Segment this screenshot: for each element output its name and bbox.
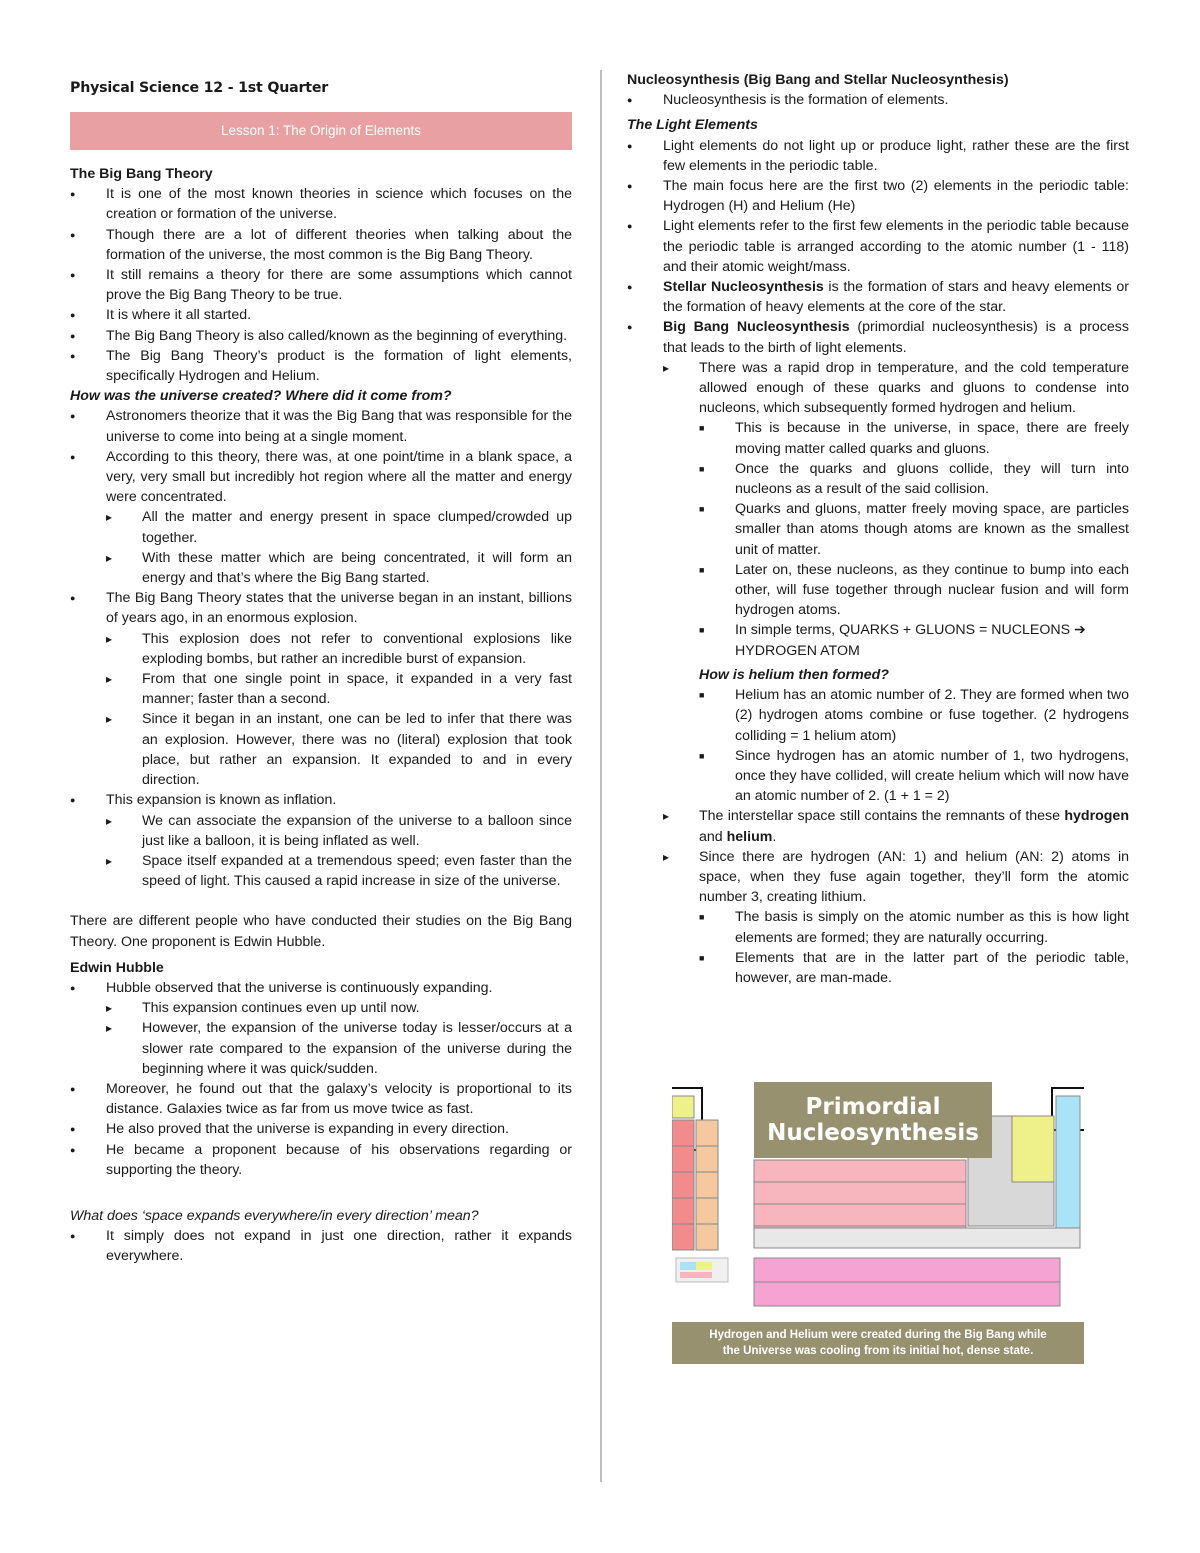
list-item: ● The Big Bang Theory is also called/known as the beginning of everything. — [70, 326, 572, 346]
primordial-nucleosynthesis-figure — [672, 1082, 1084, 1364]
remnant-text: The interstellar space still contains the remnants of these — [699, 808, 1065, 825]
term-hydrogen: hydrogen — [1064, 808, 1129, 825]
legend-graphic — [676, 1258, 728, 1282]
list-item: ▸ Since there are hydrogen (AN: 1) and helium (AN: 2) atoms in space, when they fuse again together, they’ll form the atomic number 3, creating lithium. — [663, 847, 1129, 908]
list-item: ● It simply does not expand in just one direction, rather it expands everywhere. — [70, 1226, 572, 1266]
list-item: ▸ There was a rapid drop in temperature, and the cold temperature allowed enough of these quarks and gluons to condense into nucleons, which subsequently formed hydrogen and helium. — [663, 358, 1129, 419]
figure-title-line1: Primordial — [805, 1094, 941, 1120]
list-item: ● It is one of the most known theories in science which focuses on the creation or formation of the universe. — [70, 184, 572, 224]
paragraph-proponents: There are different people who have conducted their studies on the Big Bang Theory. One proponent is Edwin Hubble. — [70, 913, 572, 950]
created-4-sublist — [106, 811, 572, 892]
column-divider — [600, 70, 602, 1482]
hubble-sublist — [106, 998, 572, 1079]
lanthanides-actinides — [754, 1258, 1060, 1306]
question-space-expands: What does ‘space expands everywhere/in every direction’ mean? — [70, 1207, 479, 1224]
list-item: ■ Elements that are in the latter part of the periodic table, however, are man-made. — [699, 948, 1129, 988]
alkaline-earth-column — [696, 1120, 718, 1250]
list-item: ▸ However, the expansion of the universe today is lesser/occurs at a slower rate compared to the expansion of the universe during the beginning where it was quick/sudden. — [106, 1018, 572, 1079]
heading-nucleosynthesis: Nucleosynthesis (Big Bang and Stellar Nucleosynthesis) — [627, 72, 1009, 88]
lesson-banner: Lesson 1: The Origin of Elements — [70, 112, 572, 150]
created-list-cont — [70, 588, 572, 628]
list-item: ■ Once the quarks and gluons collide, they will turn into nucleons as a result of the said collision. — [699, 459, 1129, 499]
heading-edwin-hubble: Edwin Hubble — [70, 959, 164, 976]
term-stellar: Stellar Nucleosynthesis — [663, 279, 824, 296]
heading-light-elements: The Light Elements — [627, 117, 758, 134]
left-column — [70, 112, 572, 1267]
hubble-list — [70, 978, 572, 998]
list-item: ● The Big Bang Theory’s product is the formation of light elements, specifically Hydrogen and Helium. — [70, 346, 572, 386]
hydrogen-cell — [672, 1096, 694, 1118]
definition-stellar: is the formation of stars and heavy elements or the formation of heavy elements at the core of the star. — [663, 279, 1129, 316]
lithium-sublist — [699, 907, 1129, 988]
created-list — [70, 406, 572, 507]
remnant-and: and — [699, 828, 727, 845]
created-3-sublist — [106, 629, 572, 791]
list-item: ● It is where it all started. — [70, 305, 572, 325]
list-item: ● Moreover, he found out that the galaxy’s velocity is proportional to its distance. Galaxies twice as far from us move twice as fast. — [70, 1079, 572, 1119]
list-item: ● Light elements refer to the first few elements in the periodic table because the periodic table is arranged according to the atomic number (1 - 118) and their atomic weight/mass. — [627, 216, 1129, 277]
caption-line2: the Universe was cooling from its initial hot, dense state. — [722, 1345, 1034, 1357]
list-item: ● He also proved that the universe is expanding in every direction. — [70, 1119, 572, 1139]
remnant-sublist — [663, 806, 1129, 907]
list-item: ▸ Space itself expanded at a tremendous speed; even faster than the speed of light. This caused a rapid increase in size of the universe. — [106, 851, 572, 891]
remnant-end: . — [772, 828, 777, 845]
list-item: ● Astronomers theorize that it was the Big Bang that was responsible for the universe to come into being at a single moment. — [70, 406, 572, 446]
list-item: ■ In simple terms, QUARKS + GLUONS = NUCLEONS ➔ HYDROGEN ATOM — [699, 620, 1129, 660]
figure-title — [754, 1082, 992, 1158]
bbn-subsublist — [699, 418, 1129, 660]
hubble-list-cont — [70, 1079, 572, 1180]
list-item: ▸ We can associate the expansion of the universe to a balloon since just like a balloon, it is being inflated as well. — [106, 811, 572, 851]
list-item: ▸ This explosion does not refer to conventional explosions like exploding bombs, but rather an incredible burst of expansion. — [106, 629, 572, 669]
alkali-metals-column — [672, 1120, 694, 1250]
definition-bbn: (primordial nucleosynthesis) is a process that leads to the birth of light elements. — [663, 319, 1129, 356]
list-item: ▸ From that one single point in space, it expanded in a very fast manner; faster than a second. — [106, 669, 572, 709]
figure-title-line2: Nucleosynthesis — [767, 1120, 979, 1146]
list-item: ● It still remains a theory for there are some assumptions which cannot prove the Big Bang Theory to be true. — [70, 265, 572, 305]
list-item — [627, 317, 1129, 357]
list-item: ▸ With these matter which are being concentrated, it will form an energy and that’s where the Big Bang started. — [106, 548, 572, 588]
list-item: ■ Later on, these nucleons, as they continue to bump into each other, will fuse together through nuclear fusion and will form hydrogen atoms. — [699, 560, 1129, 621]
noble-gases-column — [1056, 1096, 1080, 1248]
list-item: ■ The basis is simply on the atomic number as this is how light elements are formed; they are naturally occurring. — [699, 907, 1129, 947]
list-item: ● Light elements do not light up or produce light, rather these are the first few elements in the periodic table. — [627, 136, 1129, 176]
bbn-sublist — [663, 358, 1129, 419]
light-list — [627, 136, 1129, 358]
list-item: ● Hubble observed that the universe is continuously expanding. — [70, 978, 572, 998]
list-item-text: According to this theory, there was, at one point/time in a blank space, a very, very small but incredibly hot region where all the matter and energy were concentrated. — [106, 448, 572, 506]
figure-caption — [672, 1322, 1084, 1364]
page-title: Physical Science 12 - 1st Quarter — [70, 80, 329, 96]
space-list — [70, 1226, 572, 1266]
term-bbn: Big Bang Nucleosynthesis — [663, 319, 850, 336]
right-column — [627, 70, 1129, 988]
list-item: ● This expansion is known as inflation. — [70, 790, 572, 810]
question-created: How was the universe created? Where did it come from? — [70, 388, 452, 405]
list-item: ▸ This expansion continues even up until now. — [106, 998, 572, 1018]
list-item: ● He became a proponent because of his observations regarding or supporting the theory. — [70, 1140, 572, 1180]
list-item: ▸ Since it began in an instant, one can be led to infer that there was an explosion. However, there was no (literal) explosion that took place, but rather an expansion. It expanded to and in every direction. — [106, 709, 572, 790]
list-item: ■ This is because in the universe, in space, there are freely moving matter called quarks and gluons. — [699, 418, 1129, 458]
list-item: ● Nucleosynthesis is the formation of elements. — [627, 90, 1129, 110]
list-item: ● The Big Bang Theory states that the universe began in an instant, billions of years ago, in an enormous explosion. — [70, 588, 572, 628]
created-2-sublist — [106, 507, 572, 588]
caption-line1: Hydrogen and Helium were created during the Big Bang while — [709, 1329, 1047, 1341]
nucleo-list — [627, 90, 1129, 110]
list-item — [627, 277, 1129, 317]
list-item: ● Though there are a lot of different theories when talking about the formation of the universe, the most common is the Big Bang Theory. — [70, 225, 572, 265]
term-helium: helium — [726, 828, 773, 845]
list-item: ● The main focus here are the first two (2) elements in the periodic table: Hydrogen (H) and Helium (He) — [627, 176, 1129, 216]
period-7-row — [754, 1228, 1080, 1248]
list-item — [663, 806, 1129, 846]
list-item: ▸ All the matter and energy present in space clumped/crowded up together. — [106, 507, 572, 547]
created-list-cont2 — [70, 790, 572, 810]
list-item — [70, 447, 572, 508]
list-item: ■ Helium has an atomic number of 2. They are formed when two (2) hydrogen atoms combine or fuse together. (2 hydrogens colliding = 1 helium atom) — [699, 685, 1129, 746]
list-item: ■ Quarks and gluons, matter freely moving space, are particles smaller than atoms though atoms are known as the smallest unit of matter. — [699, 499, 1129, 560]
helium-list — [699, 685, 1129, 806]
heading-big-bang: The Big Bang Theory — [70, 166, 213, 182]
list-item: ■ Since hydrogen has an atomic number of 1, two hydrogens, once they have collided, will create helium which will now have an atomic number of 2. (1 + 1 = 2) — [699, 746, 1129, 807]
bigbang-list — [70, 184, 572, 386]
question-helium: How is helium then formed? — [699, 666, 889, 683]
